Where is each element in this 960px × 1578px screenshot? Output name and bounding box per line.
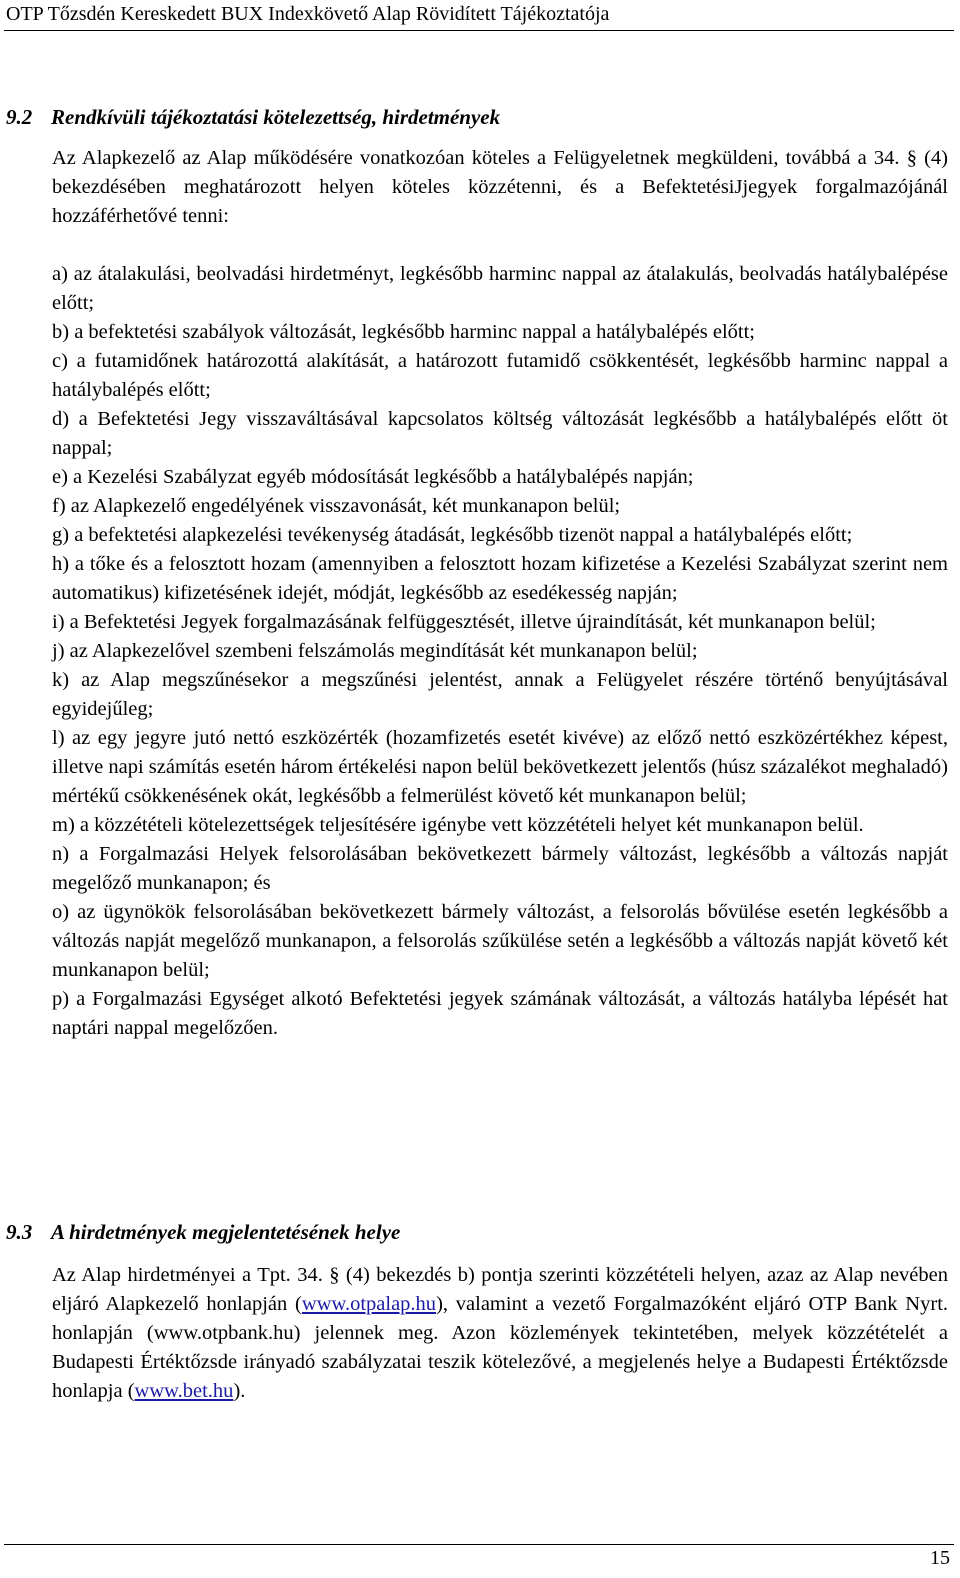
header-divider [4, 30, 954, 31]
list-item-g: g) a befektetési alapkezelési tevékenység átadását, legkésőbb tizenöt nappal a hatálybalépés előtt; [52, 524, 853, 546]
list-item-c: c) a futamidőnek határozottá alakítását, a határozott futamidő csökkentését, legkésőbb harminc nappal a hatálybalépés előtt; [52, 350, 948, 401]
section-number: 9.2 [6, 105, 33, 129]
list-item-n: n) a Forgalmazási Helyek felsorolásában bekövetkezett bármely változást, legkésőbb a változás napját megelőző munkanapon; és [52, 843, 948, 894]
list-item-j: j) az Alapkezelővel szembeni felszámolás megindítását két munkanapon belül; [52, 640, 698, 662]
section-9-3-paragraph [52, 1261, 948, 1406]
list-item-f: f) az Alapkezelő engedélyének visszavonását, két munkanapon belül; [52, 495, 621, 517]
list-item-k: k) az Alap megszűnésekor a megszűnési jelentést, annak a Felügyelet részére történő benyújtásával egyidejűleg; [52, 669, 948, 720]
list-item-d: d) a Befektetési Jegy visszaváltásával kapcsolatos költség változását legkésőbb a hatálybalépés előtt öt nappal; [52, 408, 948, 459]
list-item-o: o) az ügynökök felsorolásában bekövetkezett bármely változást, a felsorolás bővülése esetén legkésőbb a változás napját megelőző munkanapon, a felsorolás szűkülése setén a legkésőbb a változás napját követő két munkanapon belül; [52, 901, 948, 981]
bet-link[interactable]: www.bet.hu [134, 1380, 234, 1402]
list-item-b: b) a befektetési szabályok változását, legkésőbb harminc nappal a hatálybalépés előtt; [52, 321, 755, 343]
section-9-3-heading [6, 1218, 400, 1246]
list-item-e: e) a Kezelési Szabályzat egyéb módosítását legkésőbb a hatálybalépés napján; [52, 466, 694, 488]
otpalap-link[interactable]: www.otpalap.hu [301, 1293, 437, 1315]
page-header: OTP Tőzsdén Kereskedett BUX Indexkövető Alap Rövidített Tájékoztatója [6, 3, 610, 25]
section-9-2-heading [6, 103, 500, 131]
section-title: A hirdetmények megjelentetésének helye [51, 1220, 401, 1244]
paragraph-text: ). [233, 1380, 246, 1402]
list-item-h: h) a tőke és a felosztott hozam (amennyiben a felosztott hozam kifizetése a Kezelési Szabályzat szerint nem automatikus) kifizetésének idejét, módját, legkésőbb az esedékesség napján; [52, 553, 948, 604]
list-item-m: m) a közzétételi kötelezettségek teljesítésére igénybe vett közzétételi helyet két munkanapon belül. [52, 814, 864, 836]
list-item-a: a) az átalakulási, beolvadási hirdetményt, legkésőbb harminc nappal az átalakulás, beolvadás hatálybalépése előtt; [52, 263, 948, 314]
list-item-l: l) az egy jegyre jutó nettó eszközérték (hozamfizetés esetét kivéve) az előző nettó eszközértékhez képest, illetve napi számítás esetén három értékelési napon belül bekövetkezett jelentős (húsz százalékot meghaladó) mértékű csökkenésének okát, legkésőbb a felmerülést követő két munkanapon belül; [52, 727, 948, 807]
section-9-3-body [52, 1261, 948, 1406]
list-item-i: i) a Befektetési Jegyek forgalmazásának felfüggesztését, illetve újraindítását, két munkanapon belül; [52, 611, 876, 633]
paragraph-text: ), valamint a vezető Forgalmazóként eljáró OTP Bank Nyrt. honlapján (www.otpbank.hu) jelennek meg. Azon közlemények tekintetében, melyek közzétételét a Budapesti Értéktőzsde irányadó szabályzatai teszik kötelezővé, a megjelenés helye a Budapesti Értéktőzsde honlapja ( [52, 1293, 949, 1402]
paragraph-gap [52, 231, 948, 260]
paragraph-text: Az Alap hirdetményei a Tpt. 34. § (4) bekezdés b) pontja szerinti közzétételi helyen, azaz az Alap nevében eljáró Alapkezelő honlapján ( [52, 1264, 948, 1315]
section-9-2-body [52, 144, 948, 1043]
section-intro: Az Alapkezelő az Alap működésére vonatkozóan köteles a Felügyeletnek megküldeni, továbbá a 34. § (4) bekezdésében meghatározott helyen köteles közzétenni, és a BefektetésiJjegyek forgalmazójánál hozzáférhetővé tenni: [52, 147, 948, 227]
page-number: 15 [930, 1547, 950, 1569]
section-title: Rendkívüli tájékoztatási kötelezettség, hirdetmények [51, 105, 501, 129]
footer-divider [4, 1544, 954, 1545]
section-number: 9.3 [6, 1220, 33, 1244]
list-item-p: p) a Forgalmazási Egységet alkotó Befektetési jegyek számának változását, a változás hatályba lépését hat naptári nappal megelőzően. [52, 988, 948, 1039]
